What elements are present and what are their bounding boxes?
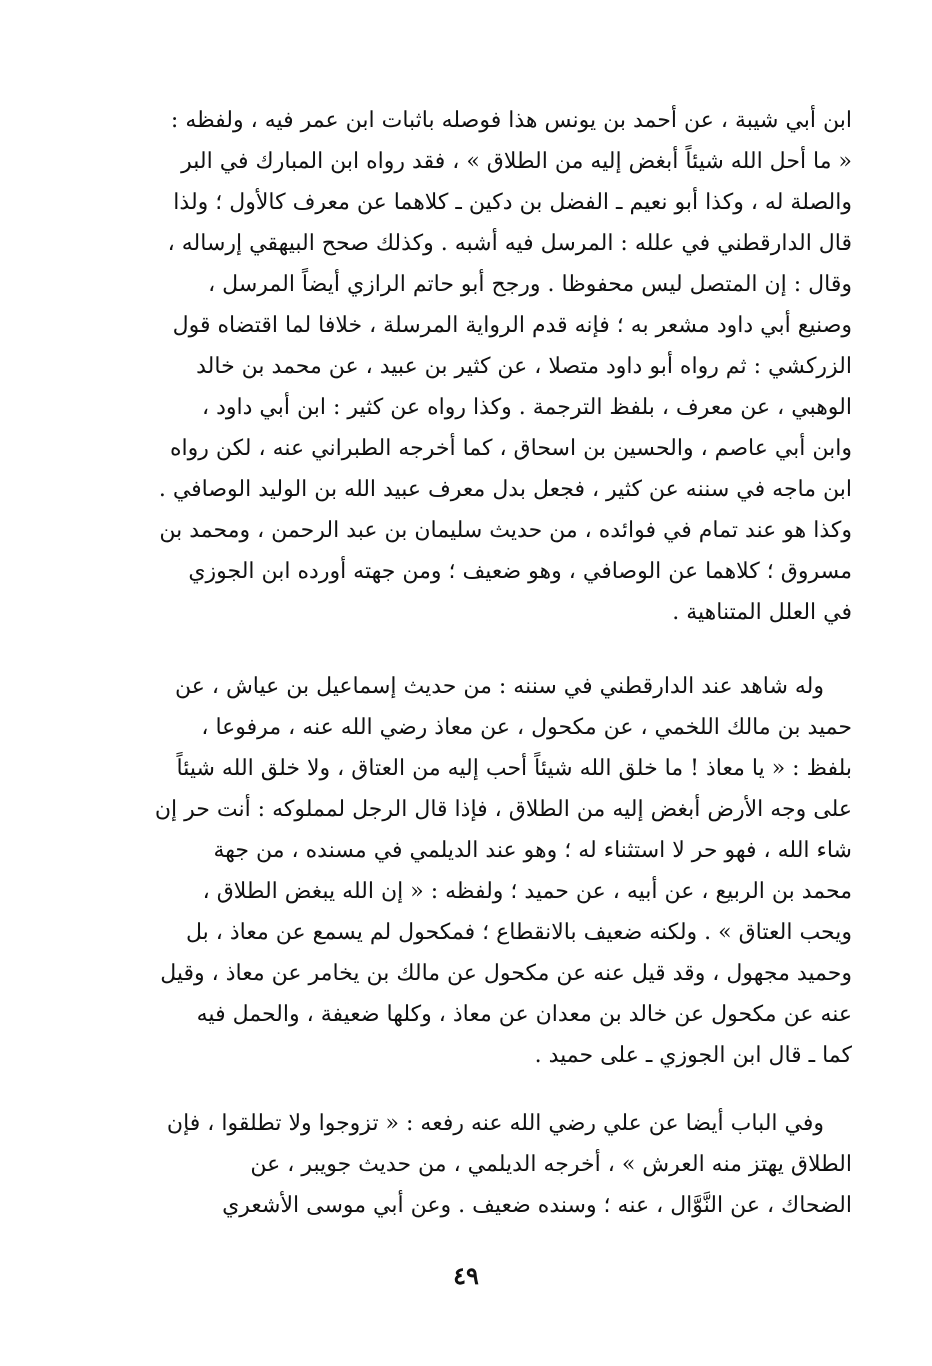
text-line: في العلل المتناهية . [672, 600, 852, 625]
text-line: وصنيع أبي داود مشعر به ؛ فإنه قدم الرواية المرسلة ، خلافا لما اقتضاه قول [172, 313, 852, 338]
text-line: وقال : إن المتصل ليس محفوظا . ورجح أبو حاتم الرازي أيضاً المرسل ، [208, 272, 852, 297]
text-line: الوهبي ، عن معرف ، بلفظ الترجمة . وكذا رواه عن كثير : ابن أبي داود ، [202, 395, 852, 420]
text-line: ابن ماجه في سننه عن كثير ، فجعل بدل معرف عبيد الله بن الوليد الوصافي . [158, 477, 852, 502]
text-line: وحميد مجهول ، وقد قيل عنه عن مكحول عن مالك بن يخامر عن معاذ ، وقيل [160, 961, 852, 986]
text-line: كما ـ قال ابن الجوزي ـ على حميد . [534, 1043, 852, 1068]
text-line: الزركشي : ثم رواه أبو داود متصلا ، عن كثير بن عبيد ، عن محمد بن خالد [196, 354, 852, 379]
text-line: حميد بن مالك اللخمي ، عن مكحول ، عن معاذ رضي الله عنه ، مرفوعا ، [201, 715, 852, 740]
text-line: بلفظ : « يا معاذ ! ما خلق الله شيئاً أحب إليه من العتاق ، ولا خلق الله شيئاً [176, 756, 852, 781]
text-line: وكذا هو عند تمام في فوائده ، من حديث سليمان بن عبد الرحمن ، ومحمد بن [159, 518, 852, 543]
text-line: قال الدارقطني في علله : المرسل فيه أشبه . وكذلك صحح البيهقي إرساله ، [167, 231, 852, 256]
text-line: ويحب العتاق » . ولكنه ضعيف بالانقطاع ؛ فمكحول لم يسمع عن معاذ ، بل [186, 920, 852, 945]
text-line: والصلة له ، وكذا أبو نعيم ـ الفضل بن دكين ـ كلاهما عن معرف كالأول ؛ ولذا [173, 190, 852, 215]
text-line: « ما أحل الله شيئاً أبغض إليه من الطلاق » ، فقد رواه ابن المبارك في البر [181, 149, 852, 174]
paragraph-1 [74, 100, 852, 633]
page-number: ٤٩ [453, 1261, 479, 1290]
text-line: شاء الله ، فهو حر لا استثناء له ؛ وهو عند الديلمي في مسنده ، من جهة [213, 838, 852, 863]
text-line: عنه عن مكحول عن خالد بن معدان عن معاذ ، وكلها ضعيفة ، والحمل فيه [196, 1002, 852, 1027]
text-line: وابن أبي عاصم ، والحسين بن اسحاق ، كما أخرجه الطبراني عنه ، لكن رواه [170, 436, 852, 461]
text-line: مسروق ؛ كلاهما عن الوصافي ، وهو ضعيف ؛ ومن جهته أورده ابن الجوزي [188, 559, 852, 584]
text-line: وله شاهد عند الدارقطني في سننه : من حديث إسماعيل بن عياش ، عن [174, 674, 824, 699]
text-line: وفي الباب أيضا عن علي رضي الله عنه رفعه : « تزوجوا ولا تطلقوا ، فإن [166, 1111, 824, 1136]
text-line: الطلاق يهتز منه العرش » ، أخرجه الديلمي ، من حديث جويبر ، عن [250, 1152, 852, 1177]
text-line: الضحاك ، عن النَّوَّال ، عنه ؛ وسنده ضعيف . وعن أبي موسى الأشعري [222, 1193, 852, 1218]
text-line: محمد بن الربيع ، عن أبيه ، عن حميد ؛ ولفظه : « إن الله يبغض الطلاق ، [202, 879, 852, 904]
text-line: ابن أبي شيبة ، عن أحمد بن يونس هذا فوصله باثبات ابن عمر فيه ، ولفظه : [170, 108, 852, 133]
text-line: على وجه الأرض أبغض إليه من الطلاق ، فإذا قال الرجل لمملوكه : أنت حر إن [154, 797, 852, 822]
paragraph-2 [74, 666, 852, 1076]
paragraph-3 [74, 1103, 852, 1226]
